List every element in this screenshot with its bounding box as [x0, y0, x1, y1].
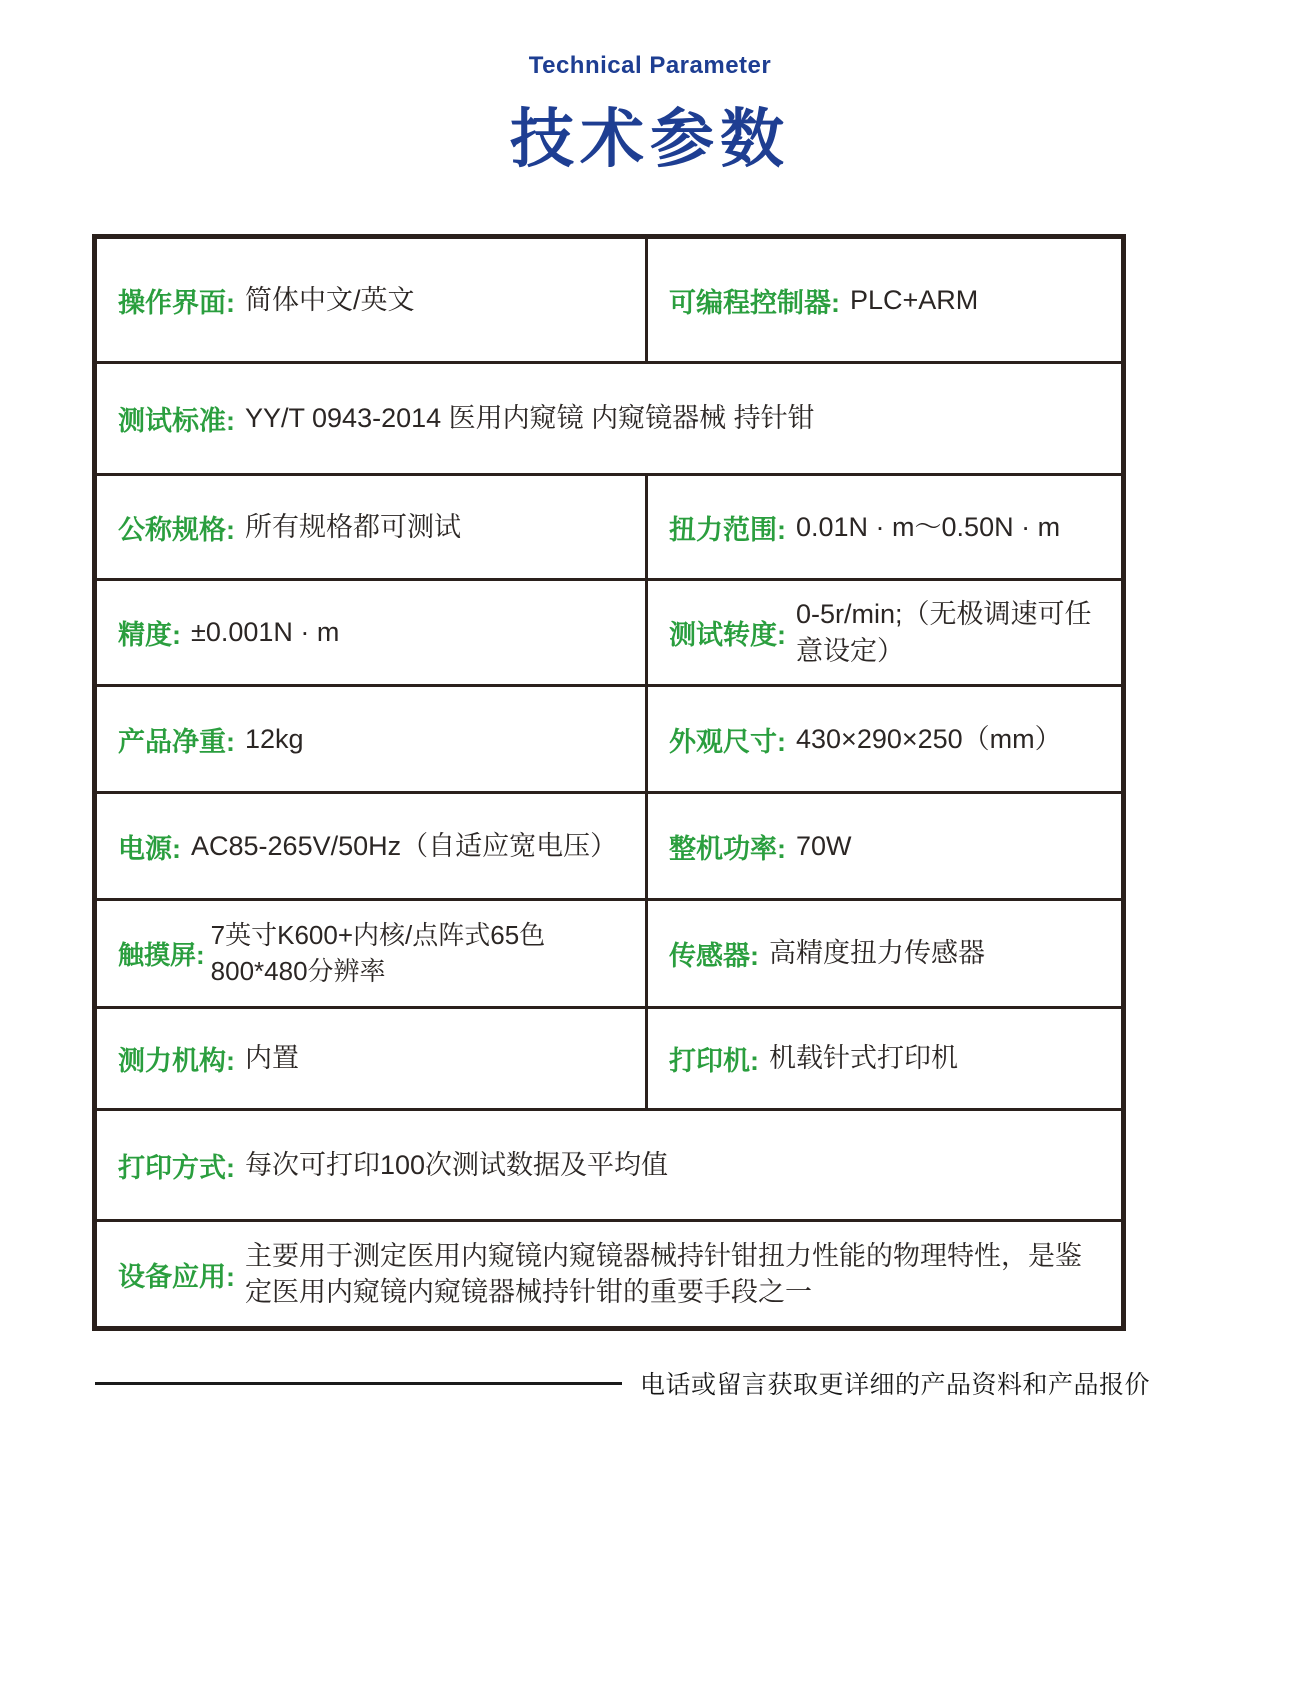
spec-label: 测试标准:: [118, 406, 235, 436]
spec-cell-print-mode: [97, 1111, 1121, 1219]
spec-cell-dimensions: [645, 687, 1121, 791]
spec-cell-torque-range: [645, 476, 1121, 578]
spec-value: PLC+ARM: [850, 284, 979, 315]
table-row: [97, 1108, 1121, 1219]
footer-divider-line: [95, 1382, 622, 1385]
table-row: [97, 361, 1121, 473]
spec-value: 简体中文/英文: [245, 284, 415, 315]
spec-label: 传感器:: [669, 941, 759, 971]
spec-label: 公称规格:: [118, 514, 235, 545]
spec-value: 每次可打印100次测试数据及平均值: [245, 1149, 669, 1180]
spec-value: 0-5r/min;（无极调速可任意设定）: [796, 599, 1092, 666]
spec-label: 触摸屏:: [118, 940, 205, 970]
page-title: 技术参数: [510, 103, 790, 175]
spec-value: YY/T 0943-2014 医用内窥镜 内窥镜器械 持针钳: [245, 403, 815, 434]
spec-label: 测力机构:: [118, 1046, 235, 1076]
spec-label: 整机功率:: [669, 833, 786, 864]
spec-label: 设备应用:: [118, 1261, 235, 1292]
table-row: [97, 1006, 1121, 1108]
spec-label: 扭力范围:: [669, 514, 786, 545]
spec-label: 打印机:: [669, 1046, 759, 1076]
spec-table: [92, 234, 1126, 1331]
spec-value: ±0.001N · m: [191, 617, 340, 648]
spec-label: 打印方式:: [118, 1152, 235, 1183]
spec-value: 0.01N · m～0.50N · m: [796, 511, 1061, 542]
page-header: [0, 0, 1300, 180]
table-row: [97, 473, 1121, 578]
spec-cell-application: [97, 1222, 1121, 1326]
spec-label: 可编程控制器:: [669, 287, 840, 318]
spec-cell-programmable-controller: [645, 239, 1121, 361]
spec-label: 测试转度:: [669, 620, 786, 650]
spec-value: 机载针式打印机: [769, 1043, 958, 1074]
spec-label: 外观尺寸:: [669, 726, 786, 757]
spec-value: 430×290×250（mm）: [796, 723, 1062, 754]
spec-cell-force-mechanism: [97, 1009, 645, 1108]
spec-value: 高精度扭力传感器: [769, 938, 985, 969]
page-footer: [95, 1365, 1151, 1401]
table-row: [97, 1219, 1121, 1326]
table-row: [97, 791, 1121, 898]
table-row: [97, 578, 1121, 684]
footer-contact-text: 电话或留言获取更详细的产品资料和产品报价: [640, 1371, 1151, 1399]
spec-value: 内置: [245, 1043, 299, 1074]
spec-cell-sensor: [645, 901, 1121, 1006]
table-row: [97, 898, 1121, 1006]
spec-label: 产品净重:: [118, 726, 235, 757]
spec-value: 主要用于测定医用内窥镜内窥镜器械持针钳扭力性能的物理特性，是鉴定医用内窥镜内窥镜器械持针钳的重要手段之一: [245, 1240, 1082, 1307]
spec-value: 12kg: [245, 723, 304, 754]
spec-value: 所有规格都可测试: [245, 511, 461, 542]
spec-cell-test-speed: [645, 581, 1121, 684]
spec-value: AC85-265V/50Hz（自适应宽电压）: [191, 830, 618, 861]
spec-cell-nominal-spec: [97, 476, 645, 578]
table-row: [97, 684, 1121, 791]
spec-cell-test-standard: [97, 364, 1121, 473]
header-subtitle-en: Technical Parameter: [528, 52, 772, 79]
spec-label: 精度:: [118, 620, 181, 650]
spec-cell-total-power: [645, 794, 1121, 898]
spec-cell-operation-interface: [97, 239, 645, 361]
spec-cell-touch-screen: [97, 901, 645, 1006]
spec-value: 7英寸K600+内核/点阵式65色800*480分辨率: [210, 920, 546, 986]
spec-cell-power-supply: [97, 794, 645, 898]
spec-cell-accuracy: [97, 581, 645, 684]
table-row: [97, 239, 1121, 361]
spec-label: 操作界面:: [118, 287, 235, 318]
spec-cell-printer: [645, 1009, 1121, 1108]
spec-label: 电源:: [118, 833, 181, 864]
spec-cell-net-weight: [97, 687, 645, 791]
spec-value: 70W: [796, 830, 852, 861]
